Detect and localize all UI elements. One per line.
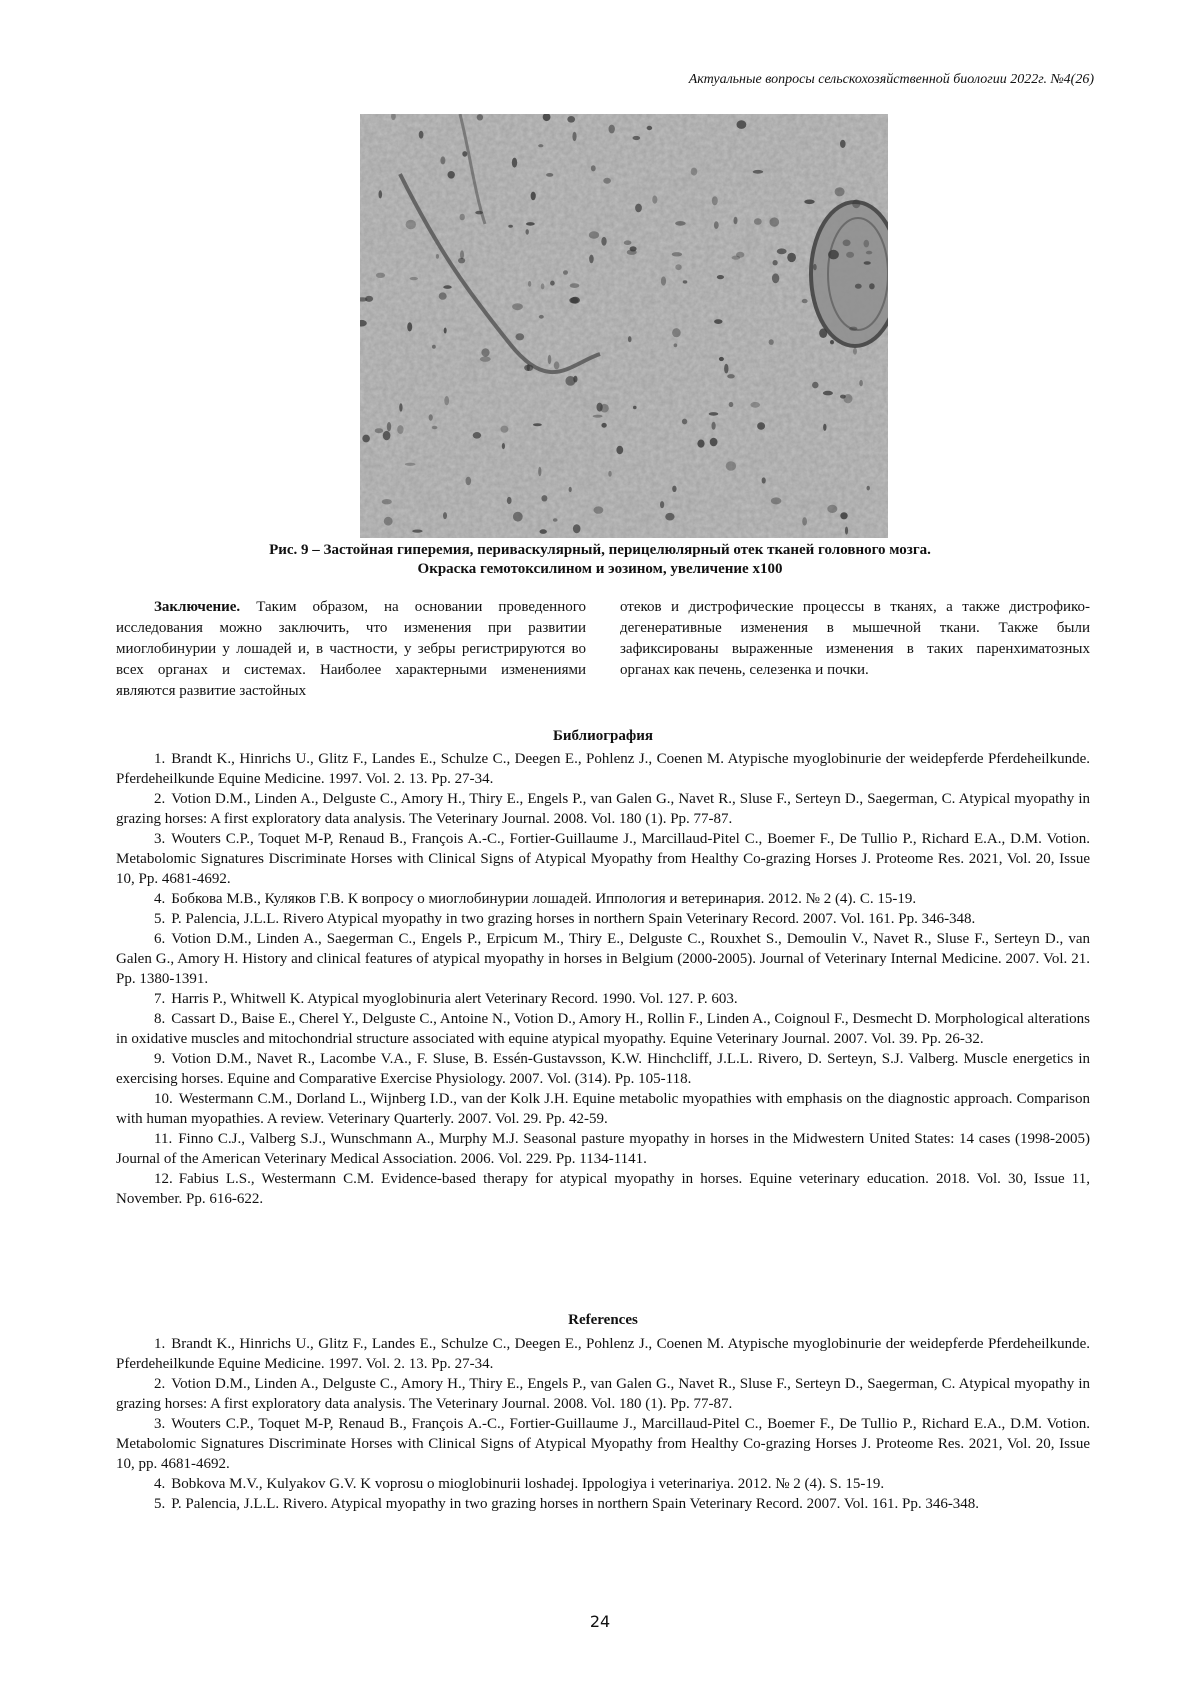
reference-text: Votion D.M., Navet R., Lacombe V.A., F. Sluse, B. Essén-Gustavsson, K.W. Hinchcliff, J.L.L. Rivero, D. Serteyn, S.J. Valberg. Muscle energetics in exercising horses. Equine and Comparative Exercise Physiology. 2007. Vol. (314). Pp. 105-118. <box>116 1051 1090 1087</box>
reference-item <box>116 1009 1090 1049</box>
cell-nucleus <box>660 501 664 508</box>
cell-nucleus <box>539 315 544 319</box>
reference-item <box>116 1414 1090 1474</box>
reference-number: 9. <box>154 1051 166 1067</box>
cell-nucleus <box>444 328 447 334</box>
cell-nucleus <box>769 339 774 345</box>
cell-nucleus <box>516 333 525 340</box>
reference-text: Bobkova M.V., Kulyakov G.V. K voprosu o mioglobinurii loshadej. Ippologiya i veterinariya. 2012. № 2 (4). S. 15-19. <box>171 1476 885 1492</box>
conclusion-right-column: отеков и дистрофические процессы в тканях, а также дистрофико-дегенеративные изменения в мышечной ткани. Также были зафиксированы выраженные изменения в таких паренхиматозных органах как печень, селезенка и почки. <box>620 599 1090 678</box>
cell-nucleus <box>432 426 438 429</box>
cell-nucleus <box>601 237 606 246</box>
cell-nucleus <box>712 422 716 430</box>
cell-nucleus <box>709 412 719 416</box>
cell-nucleus <box>513 512 523 522</box>
reference-number: 3. <box>154 831 166 847</box>
reference-item <box>116 989 1090 1009</box>
cell-nucleus <box>554 361 560 369</box>
reference-text: Fabius L.S., Westermann C.M. Evidence-based therapy for atypical myopathy in horses. Equine veterinary education. 2018. Vol. 30, Issue 11, November. Pp. 616-622. <box>116 1171 1090 1207</box>
cell-nucleus <box>672 486 676 492</box>
cell-nucleus <box>501 426 509 433</box>
figure-caption <box>116 541 1084 579</box>
reference-number: 3. <box>154 1416 166 1432</box>
cell-nucleus <box>652 196 657 204</box>
cell-nucleus <box>867 486 870 491</box>
cell-nucleus <box>553 518 558 522</box>
cell-nucleus <box>387 422 391 431</box>
cell-nucleus <box>440 156 445 164</box>
reference-text: Harris P., Whitwell K. Atypical myoglobinuria alert Veterinary Record. 1990. Vol. 127. P. 603. <box>171 991 738 1007</box>
reference-number: 2. <box>154 791 166 807</box>
cell-nucleus <box>502 443 505 449</box>
cell-nucleus <box>762 477 766 483</box>
cell-nucleus <box>736 252 744 258</box>
reference-number: 2. <box>154 1376 166 1392</box>
cell-nucleus <box>672 328 681 337</box>
reference-number: 5. <box>154 911 166 927</box>
cell-nucleus <box>443 512 447 519</box>
cell-nucleus <box>567 116 575 123</box>
reference-number: 11. <box>154 1131 173 1147</box>
cell-nucleus <box>674 343 678 347</box>
cell-nucleus <box>665 513 674 521</box>
cell-nucleus <box>546 173 553 177</box>
cell-nucleus <box>533 423 542 426</box>
cell-nucleus <box>383 431 391 440</box>
conclusion-heading: Заключение. <box>154 599 241 615</box>
cell-nucleus <box>855 284 862 289</box>
cell-nucleus <box>804 200 814 205</box>
cell-nucleus <box>540 529 547 534</box>
reference-number: 8. <box>154 1011 166 1027</box>
cell-nucleus <box>616 446 623 454</box>
cell-nucleus <box>864 240 870 248</box>
reference-text: Wouters C.P., Toquet M-P, Renaud B., François A.-C., Fortier-Guillaume J., Marcillaud-Pitel C., Boemer F., De Tullio P., Richard E.A., D.M. Votion. Metabolomic Signatures Discriminate Horses with Clinical Signs of Atypical Myopathy from Healthy Co-grazing Horses J. Proteome Res. 2021, Vol. 20, Issue 10, Pp. 4681-4692. <box>116 831 1090 887</box>
cell-nucleus <box>573 524 581 533</box>
conclusion-section <box>116 597 1090 702</box>
cell-nucleus <box>466 477 472 486</box>
cell-nucleus <box>675 221 686 226</box>
cell-nucleus <box>429 414 433 420</box>
cell-nucleus <box>609 125 615 134</box>
reference-item <box>116 889 1090 909</box>
reference-number: 4. <box>154 1476 166 1492</box>
cell-nucleus <box>481 348 489 357</box>
cell-nucleus <box>406 220 416 230</box>
micrograph-image <box>360 114 888 538</box>
cell-nucleus <box>630 246 637 251</box>
cell-nucleus <box>864 261 871 264</box>
cell-nucleus <box>802 299 808 303</box>
cell-nucleus <box>802 517 807 525</box>
cell-nucleus <box>869 283 875 289</box>
cell-nucleus <box>830 340 834 344</box>
reference-item <box>116 1474 1090 1494</box>
journal-header: Актуальные вопросы сельскохозяйственной биологии 2022г. №4(26) <box>688 72 1094 87</box>
cell-nucleus <box>508 225 513 228</box>
cell-nucleus <box>719 357 724 361</box>
reference-item <box>116 1169 1090 1209</box>
reference-text: Finno C.J., Valberg S.J., Wunschmann A., Murphy M.J. Seasonal pasture myopathy in horses in the Midwestern United States: 14 cases (1998-2005) Journal of the American Veterinary Medical Association. 2006. Vol. 229. Pp. 1134-1141. <box>116 1131 1090 1167</box>
cell-nucleus <box>591 165 596 171</box>
cell-nucleus <box>399 403 402 411</box>
cell-nucleus <box>407 322 412 331</box>
reference-text: Votion D.M., Linden A., Delguste C., Amory H., Thiry E., Engels P., van Galen G., Navet R., Sluse F., Serteyn D., Saegerman, C. Atypical myopathy in grazing horses: A first exploratory data analysis. The Veterinary Journal. 2008. Vol. 180 (1). Pp. 77-87. <box>116 791 1090 827</box>
cell-nucleus <box>647 126 653 130</box>
cell-nucleus <box>512 158 517 168</box>
conclusion-left-text: Таким образом, на основании проведенного исследования можно заключить, что изменения при развитии миоглобинурии у лошадей и, в частности, у зебры регистрируются во всех органах и системах. Наиболее характерными изменениями являются развитие застойных <box>116 599 586 699</box>
cell-nucleus <box>729 402 734 407</box>
reference-text: P. Palencia, J.L.L. Rivero. Atypical myopathy in two grazing horses in northern Spain Veterinary Record. 2007. Vol. 161. Pp. 346-348. <box>171 1496 980 1512</box>
cell-nucleus <box>412 530 422 533</box>
cell-nucleus <box>384 517 393 526</box>
cell-nucleus <box>852 199 860 208</box>
cell-nucleus <box>853 348 857 355</box>
cell-nucleus <box>633 406 637 409</box>
cell-nucleus <box>835 187 845 196</box>
cell-nucleus <box>823 424 826 431</box>
reference-number: 12. <box>154 1171 173 1187</box>
figure-caption-line1: Рис. 9 – Застойная гиперемия, периваскулярный, перицелюлярный отек тканей головного мозга. <box>269 542 931 558</box>
cell-nucleus <box>624 240 632 245</box>
cell-nucleus <box>682 419 687 425</box>
cell-nucleus <box>697 440 704 448</box>
cell-nucleus <box>473 432 481 439</box>
cell-nucleus <box>859 380 863 386</box>
cell-nucleus <box>757 422 765 429</box>
cell-nucleus <box>541 495 547 501</box>
cell-nucleus <box>524 365 533 371</box>
reference-item <box>116 909 1090 929</box>
bibliography-list <box>116 749 1090 1209</box>
cell-nucleus <box>753 170 763 174</box>
reference-text: Votion D.M., Linden A., Saegerman C., Engels P., Erpicum M., Thiry E., Delguste C., Rouxhet S., Demoulin V., Navet R., Sluse F., Serteyn D., van Galen G., Amory H. History and clinical features of atypical myopathy in horses in Belgium (2000-2005). Journal of Veterinary Internal Medicine. 2007. Vol. 21. Pp. 1380-1391. <box>116 931 1090 987</box>
cell-nucleus <box>828 250 839 260</box>
cell-nucleus <box>563 270 568 275</box>
cell-nucleus <box>787 253 796 262</box>
cell-nucleus <box>773 260 778 265</box>
cell-nucleus <box>777 248 787 254</box>
reference-number: 4. <box>154 891 166 907</box>
cell-nucleus <box>538 144 543 147</box>
cell-nucleus <box>845 527 848 535</box>
reference-text: Brandt K., Hinrichs U., Glitz F., Landes E., Schulze C., Deegen E., Pohlenz J., Coenen M. Atypische myoglobinurie der weidepferde Pferdeheilkunde. Pferdeheilkunde Equine Medicine. 1997. Vol. 2. 13. Pp. 27-34. <box>116 751 1090 787</box>
cell-nucleus <box>601 423 606 428</box>
reference-item <box>116 1334 1090 1374</box>
cell-nucleus <box>661 276 666 285</box>
cell-nucleus <box>771 497 782 504</box>
cell-nucleus <box>819 328 827 338</box>
cell-nucleus <box>573 376 577 383</box>
reference-item <box>116 749 1090 789</box>
cell-nucleus <box>603 178 611 184</box>
cell-nucleus <box>410 277 418 280</box>
cell-nucleus <box>531 192 536 201</box>
page-number: 24 <box>589 1612 611 1631</box>
cell-nucleus <box>570 283 580 288</box>
reference-number: 1. <box>154 751 166 767</box>
cell-nucleus <box>712 196 718 205</box>
cell-nucleus <box>724 364 728 374</box>
cell-nucleus <box>538 467 541 477</box>
cell-nucleus <box>772 273 779 283</box>
cell-nucleus <box>444 396 449 405</box>
cell-nucleus <box>737 120 747 129</box>
reference-number: 7. <box>154 991 166 1007</box>
cell-nucleus <box>528 281 531 287</box>
reference-number: 5. <box>154 1496 166 1512</box>
references-list <box>116 1334 1090 1514</box>
cell-nucleus <box>382 499 392 504</box>
cell-nucleus <box>475 211 483 215</box>
cell-nucleus <box>672 252 682 256</box>
cell-nucleus <box>589 231 599 238</box>
cell-nucleus <box>843 240 851 247</box>
cell-nucleus <box>750 402 760 408</box>
cell-nucleus <box>770 217 780 226</box>
cell-nucleus <box>376 273 385 278</box>
cell-nucleus <box>600 404 609 413</box>
cell-nucleus <box>572 132 576 141</box>
reference-text: Votion D.M., Linden A., Delguste C., Amory H., Thiry E., Engels P., van Galen G., Navet R., Sluse F., Serteyn D., Saegerman, C. Atypical myopathy in grazing horses: A first exploratory data analysis. The Veterinary Journal. 2008. Vol. 180 (1). Pp. 77-87. <box>116 1376 1090 1412</box>
cell-nucleus <box>448 171 455 179</box>
cell-nucleus <box>460 214 465 221</box>
cell-nucleus <box>548 355 552 364</box>
cell-nucleus <box>593 415 603 418</box>
cell-nucleus <box>477 114 483 120</box>
cell-nucleus <box>714 319 722 324</box>
references-title: References <box>568 1312 638 1328</box>
reference-item <box>116 1494 1090 1514</box>
cell-nucleus <box>460 250 464 259</box>
reference-text: Cassart D., Baise E., Cherel Y., Delguste C., Antoine N., Votion D., Amory H., Rollin F., Linden A., Coignoul F., Desmecht D. Morphological alterations in oxidative muscles and mitochondrial structure associated with equine atypical myopathy. Equine Veterinary Journal. 2007. Vol. 39. Pp. 26-32. <box>116 1011 1090 1047</box>
cell-nucleus <box>714 221 719 229</box>
reference-text: Бобкова М.В., Куляков Г.В. К вопросу о миоглобинурии лошадей. Иппология и ветеринария. 2012. № 2 (4). С. 15-19. <box>171 891 917 907</box>
cell-nucleus <box>813 264 817 270</box>
cell-nucleus <box>526 229 529 235</box>
cell-nucleus <box>419 131 424 139</box>
cell-nucleus <box>608 471 611 477</box>
cell-nucleus <box>754 218 762 225</box>
reference-number: 10. <box>154 1091 173 1107</box>
reference-number: 1. <box>154 1336 166 1352</box>
cell-nucleus <box>691 168 698 176</box>
reference-number: 6. <box>154 931 166 947</box>
cell-nucleus <box>436 254 439 259</box>
cell-nucleus <box>550 281 555 286</box>
cell-nucleus <box>812 382 818 389</box>
cell-nucleus <box>823 391 833 396</box>
cell-nucleus <box>379 190 383 198</box>
cell-nucleus <box>443 285 451 289</box>
reference-item <box>116 929 1090 989</box>
cell-nucleus <box>594 506 604 513</box>
bibliography-title: Библиография <box>552 728 654 744</box>
reference-text: Brandt K., Hinrichs U., Glitz F., Landes E., Schulze C., Deegen E., Pohlenz J., Coenen M. Atypische myoglobinurie der weidepferde Pferdeheilkunde. Pferdeheilkunde Equine Medicine. 1997. Vol. 2. 13. Pp. 27-34. <box>116 1336 1090 1372</box>
cell-nucleus <box>840 512 847 519</box>
cell-nucleus <box>717 275 724 279</box>
cell-nucleus <box>734 217 738 224</box>
figure-caption-line2: Окраска гемотоксилином и эозином, увеличение х100 <box>417 561 783 577</box>
cell-nucleus <box>589 255 594 264</box>
reference-item <box>116 1129 1090 1169</box>
cell-nucleus <box>866 251 872 255</box>
cell-nucleus <box>541 283 545 289</box>
cell-nucleus <box>710 438 718 447</box>
cell-nucleus <box>726 461 736 470</box>
reference-item <box>116 789 1090 829</box>
reference-text: P. Palencia, J.L.L. Rivero Atypical myopathy in two grazing horses in northern Spain Veterinary Record. 2007. Vol. 161. Pp. 346-348. <box>171 911 976 927</box>
cell-nucleus <box>633 136 641 140</box>
cell-nucleus <box>526 222 535 226</box>
cell-nucleus <box>840 140 846 148</box>
cell-nucleus <box>849 327 857 331</box>
cell-nucleus <box>844 394 853 403</box>
cell-nucleus <box>432 345 436 349</box>
cell-nucleus <box>462 151 467 157</box>
reference-item <box>116 1049 1090 1089</box>
reference-item <box>116 1089 1090 1129</box>
cell-nucleus <box>727 374 735 378</box>
cell-nucleus <box>480 356 491 361</box>
cell-nucleus <box>846 252 854 258</box>
reference-item <box>116 829 1090 889</box>
cell-nucleus <box>635 204 642 213</box>
cell-nucleus <box>827 505 837 513</box>
cell-nucleus <box>439 292 447 299</box>
cell-nucleus <box>675 264 681 270</box>
cell-nucleus <box>375 428 383 433</box>
cell-nucleus <box>512 303 523 310</box>
cell-nucleus <box>362 435 370 443</box>
reference-item <box>116 1374 1090 1414</box>
cell-nucleus <box>397 425 403 434</box>
cell-nucleus <box>405 463 416 466</box>
cell-nucleus <box>571 297 580 304</box>
conclusion-left-column <box>116 597 586 702</box>
reference-text: Wouters C.P., Toquet M-P, Renaud B., François A.-C., Fortier-Guillaume J., Marcillaud-Pitel C., Boemer F., De Tullio P., Richard E.A., D.M. Votion. Metabolomic Signatures Discriminate Horses with Clinical Signs of Atypical Myopathy from Healthy Co-grazing Horses J. Proteome Res. 2021, Vol. 20, Issue 10, pp. 4681-4692. <box>116 1416 1090 1472</box>
histology-micrograph <box>360 114 888 538</box>
reference-text: Westermann C.M., Dorland L., Wijnberg I.D., van der Kolk J.H. Equine metabolic myopathies with emphasis on the diagnostic approach. Comparison with human myopathies. A review. Veterinary Quarterly. 2007. Vol. 29. Pp. 42-59. <box>116 1091 1090 1127</box>
cell-nucleus <box>683 280 688 283</box>
cell-nucleus <box>507 497 512 504</box>
cell-nucleus <box>569 487 572 492</box>
cell-nucleus <box>628 336 632 342</box>
